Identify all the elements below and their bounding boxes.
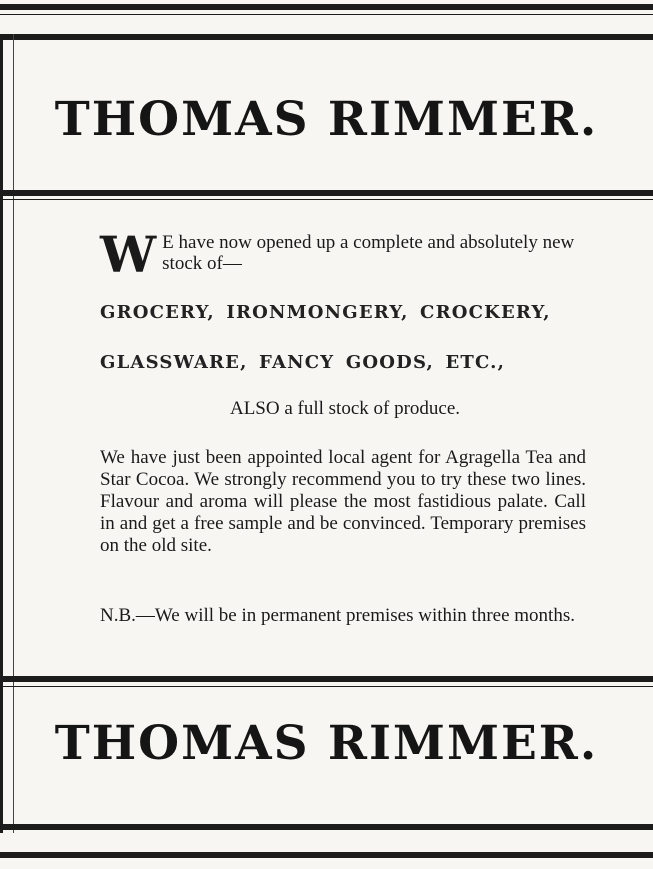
- divider-thin-rule-upper: [0, 199, 653, 200]
- goods-list-line-1: GROCERY, IRONMONGERY, CROCKERY,: [100, 302, 551, 323]
- produce-line: ALSO a full stock of produce.: [229, 398, 461, 419]
- intro-paragraph: [100, 225, 590, 284]
- divider-rule-lower: [0, 676, 653, 682]
- frame-top-rule: [0, 34, 653, 40]
- advert-title-top: THOMAS RIMMER.: [54, 92, 599, 147]
- intro-dropcap: W: [100, 225, 157, 284]
- notice-paragraph: N.B.—We will be in permanent premises within three months.: [100, 605, 575, 626]
- divider-rule-upper: [0, 190, 653, 196]
- bottom-border-rule: [0, 852, 653, 858]
- intro-text: E have now opened up a complete and absolutely new stock of—: [162, 232, 575, 274]
- frame-left-border: [0, 34, 14, 833]
- top-border-rule: [0, 4, 653, 10]
- divider-thin-rule-lower: [0, 686, 653, 687]
- frame-bottom-rule: [0, 824, 653, 830]
- advert-title-bottom: THOMAS RIMMER.: [54, 716, 599, 771]
- goods-list-line-2: GLASSWARE, FANCY GOODS, ETC.,: [100, 352, 506, 373]
- top-border-thin-rule: [0, 14, 653, 15]
- agent-paragraph: We have just been appointed local agent for Agragella Tea and Star Cocoa. We strongly recommend you to try these two lines. Flavour and aroma will please the most fastidious palate. Call in and get a free sample and be convinced. Temporary premises on the old site.: [100, 447, 586, 556]
